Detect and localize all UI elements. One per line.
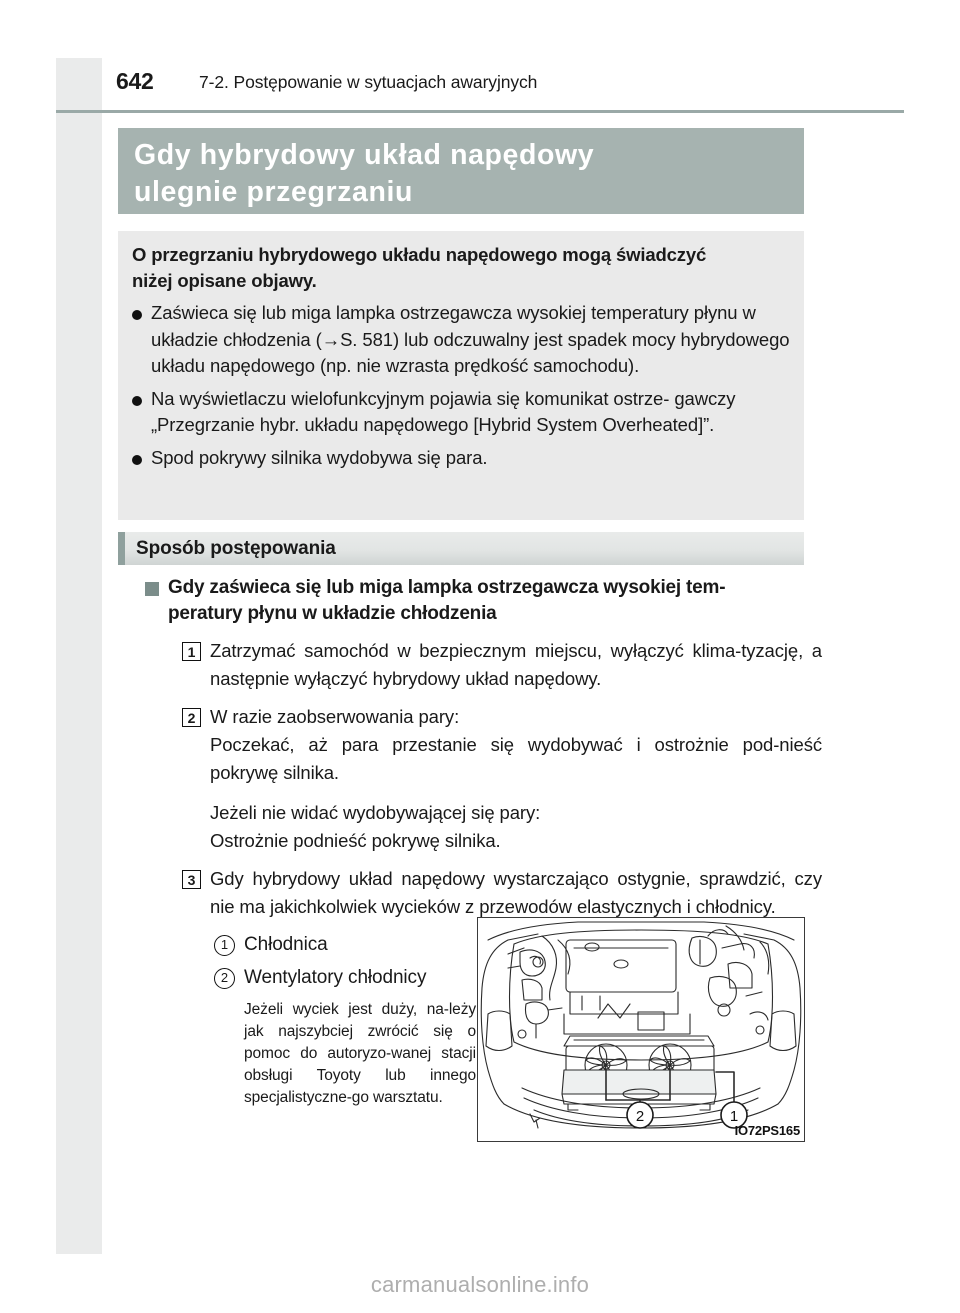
- step-2-text-3: Jeżeli nie widać wydobywającej się pary:: [210, 802, 541, 823]
- procedure-subheading: [145, 575, 822, 627]
- callout-legend-item: [214, 963, 484, 993]
- figure-callout-2-number: 2: [635, 1108, 645, 1125]
- engine-bay-figure: [477, 917, 805, 1142]
- step-2-text-4: Ostrożnie podnieść pokrywę silnika.: [210, 830, 501, 851]
- step-number-badge: 1: [182, 642, 201, 661]
- step-2-text-1: W razie zaobserwowania pary:: [210, 706, 460, 727]
- symptom-item-text: [151, 300, 790, 380]
- engine-bay-illustration: [478, 918, 804, 1141]
- symptoms-lead-line-2: niżej opisane objawy.: [132, 270, 317, 291]
- callout-label-2: Wentylatory chłodnicy: [244, 967, 427, 988]
- step-2-text-2: Poczekać, aż para przestanie się wydobywać i ostrożnie pod-nieść pokrywę silnika.: [210, 734, 822, 783]
- callout-legend-item: [214, 930, 484, 960]
- chapter-title-banner: [118, 128, 804, 214]
- step-number-badge: 3: [182, 870, 201, 889]
- figure-callout-1-number: 1: [729, 1108, 739, 1125]
- chapter-tab-strip: [56, 58, 102, 1254]
- step-body: [210, 865, 822, 921]
- symptom-item: [132, 445, 790, 472]
- header-section-title: 7-2. Postępowanie w sytuacjach awaryjnych: [199, 72, 538, 92]
- callout-note-text: Jeżeli wyciek jest duży, na-leży jak najszybciej zwrócić się o pomoc do autoryzo-wanej stacji obsługi Toyoty lub innego specjalistyczne-go warsztatu.: [244, 1001, 476, 1106]
- figure-callout-legend: [214, 930, 484, 1109]
- site-watermark: carmanualsonline.info: [370, 1272, 590, 1297]
- procedure-subheading-text: [168, 575, 808, 627]
- symptom-item-text: [151, 386, 790, 439]
- callout-number-1-icon: 1: [214, 935, 235, 956]
- procedure-section-label: Sposób postępowania: [136, 537, 336, 559]
- chapter-title-line-2: ulegnie przegrzaniu: [134, 176, 414, 208]
- procedure-subheading-line-2: peratury płynu w układzie chłodzenia: [168, 603, 497, 624]
- figure-code-label: IO72PS165: [734, 1123, 800, 1138]
- callout-label-1: Chłodnica: [244, 934, 328, 955]
- symptom-1-line-3: mocy hybrydowego układu napędowego (np. nie wzrasta prędkość: [151, 328, 790, 376]
- callout-number-2-icon: 2: [214, 968, 235, 989]
- symptom-item: [132, 300, 790, 380]
- symptoms-lead: [132, 242, 790, 294]
- bullet-dot-icon: [132, 445, 151, 472]
- step-number-badge: 2: [182, 708, 201, 727]
- symptom-1-line-1: Zaświeca się lub miga lampka ostrzegawcza wysokiej temperatury: [151, 302, 689, 323]
- symptom-item-text: [151, 445, 790, 472]
- symptoms-lead-line-1: O przegrzaniu hybrydowego układu napędowego mogą świadczyć: [132, 244, 707, 265]
- header-divider-rule: [56, 110, 904, 113]
- chapter-title-line-1: Gdy hybrydowy układ napędowy: [134, 139, 595, 171]
- step-body: [210, 637, 822, 693]
- procedure-subheading-line-1: Gdy zaświeca się lub miga lampka ostrzegawcza wysokiej tem-: [168, 577, 726, 598]
- procedure-step: [182, 865, 822, 921]
- procedure-step: [182, 637, 822, 693]
- step-1-text: Zatrzymać samochód w bezpiecznym miejscu, wyłączyć klima-tyzację, a następnie wyłączyć hybrydowy układ napędowy.: [210, 640, 822, 689]
- symptoms-panel: [118, 231, 804, 520]
- procedure-section-band: [118, 532, 804, 565]
- symptom-item: [132, 386, 790, 439]
- symptom-2-line-2: gawczy „Przegrzanie hybr. układu napędowego [Hybrid System: [151, 387, 736, 435]
- page-header: [56, 68, 904, 108]
- step-3-text: Gdy hybrydowy układ napędowy wystarczająco ostygnie, sprawdzić, czy nie ma jakichkolwiek wycieków z przewodów elastycznych i chłodnicy.: [210, 868, 822, 917]
- symptom-1-line-2: płynu w układzie chłodzenia (→S. 581) lub odczuwalny jest spadek: [151, 302, 756, 350]
- symptom-3-line-1: Spod pokrywy silnika wydobywa się para.: [151, 446, 488, 468]
- symptom-2-line-3: Overheated]”.: [602, 414, 715, 435]
- section-accent-bar: [118, 532, 125, 565]
- symptom-1-line-4: samochodu).: [533, 355, 640, 376]
- step-body: [210, 703, 822, 855]
- bullet-dot-icon: [132, 386, 151, 439]
- procedure-step: [182, 703, 822, 855]
- page-number: 642: [116, 68, 154, 94]
- bullet-dot-icon: [132, 300, 151, 380]
- square-bullet-icon: [145, 582, 159, 596]
- symptom-2-line-1: Na wyświetlaczu wielofunkcyjnym pojawia się komunikat ostrze-: [151, 387, 670, 409]
